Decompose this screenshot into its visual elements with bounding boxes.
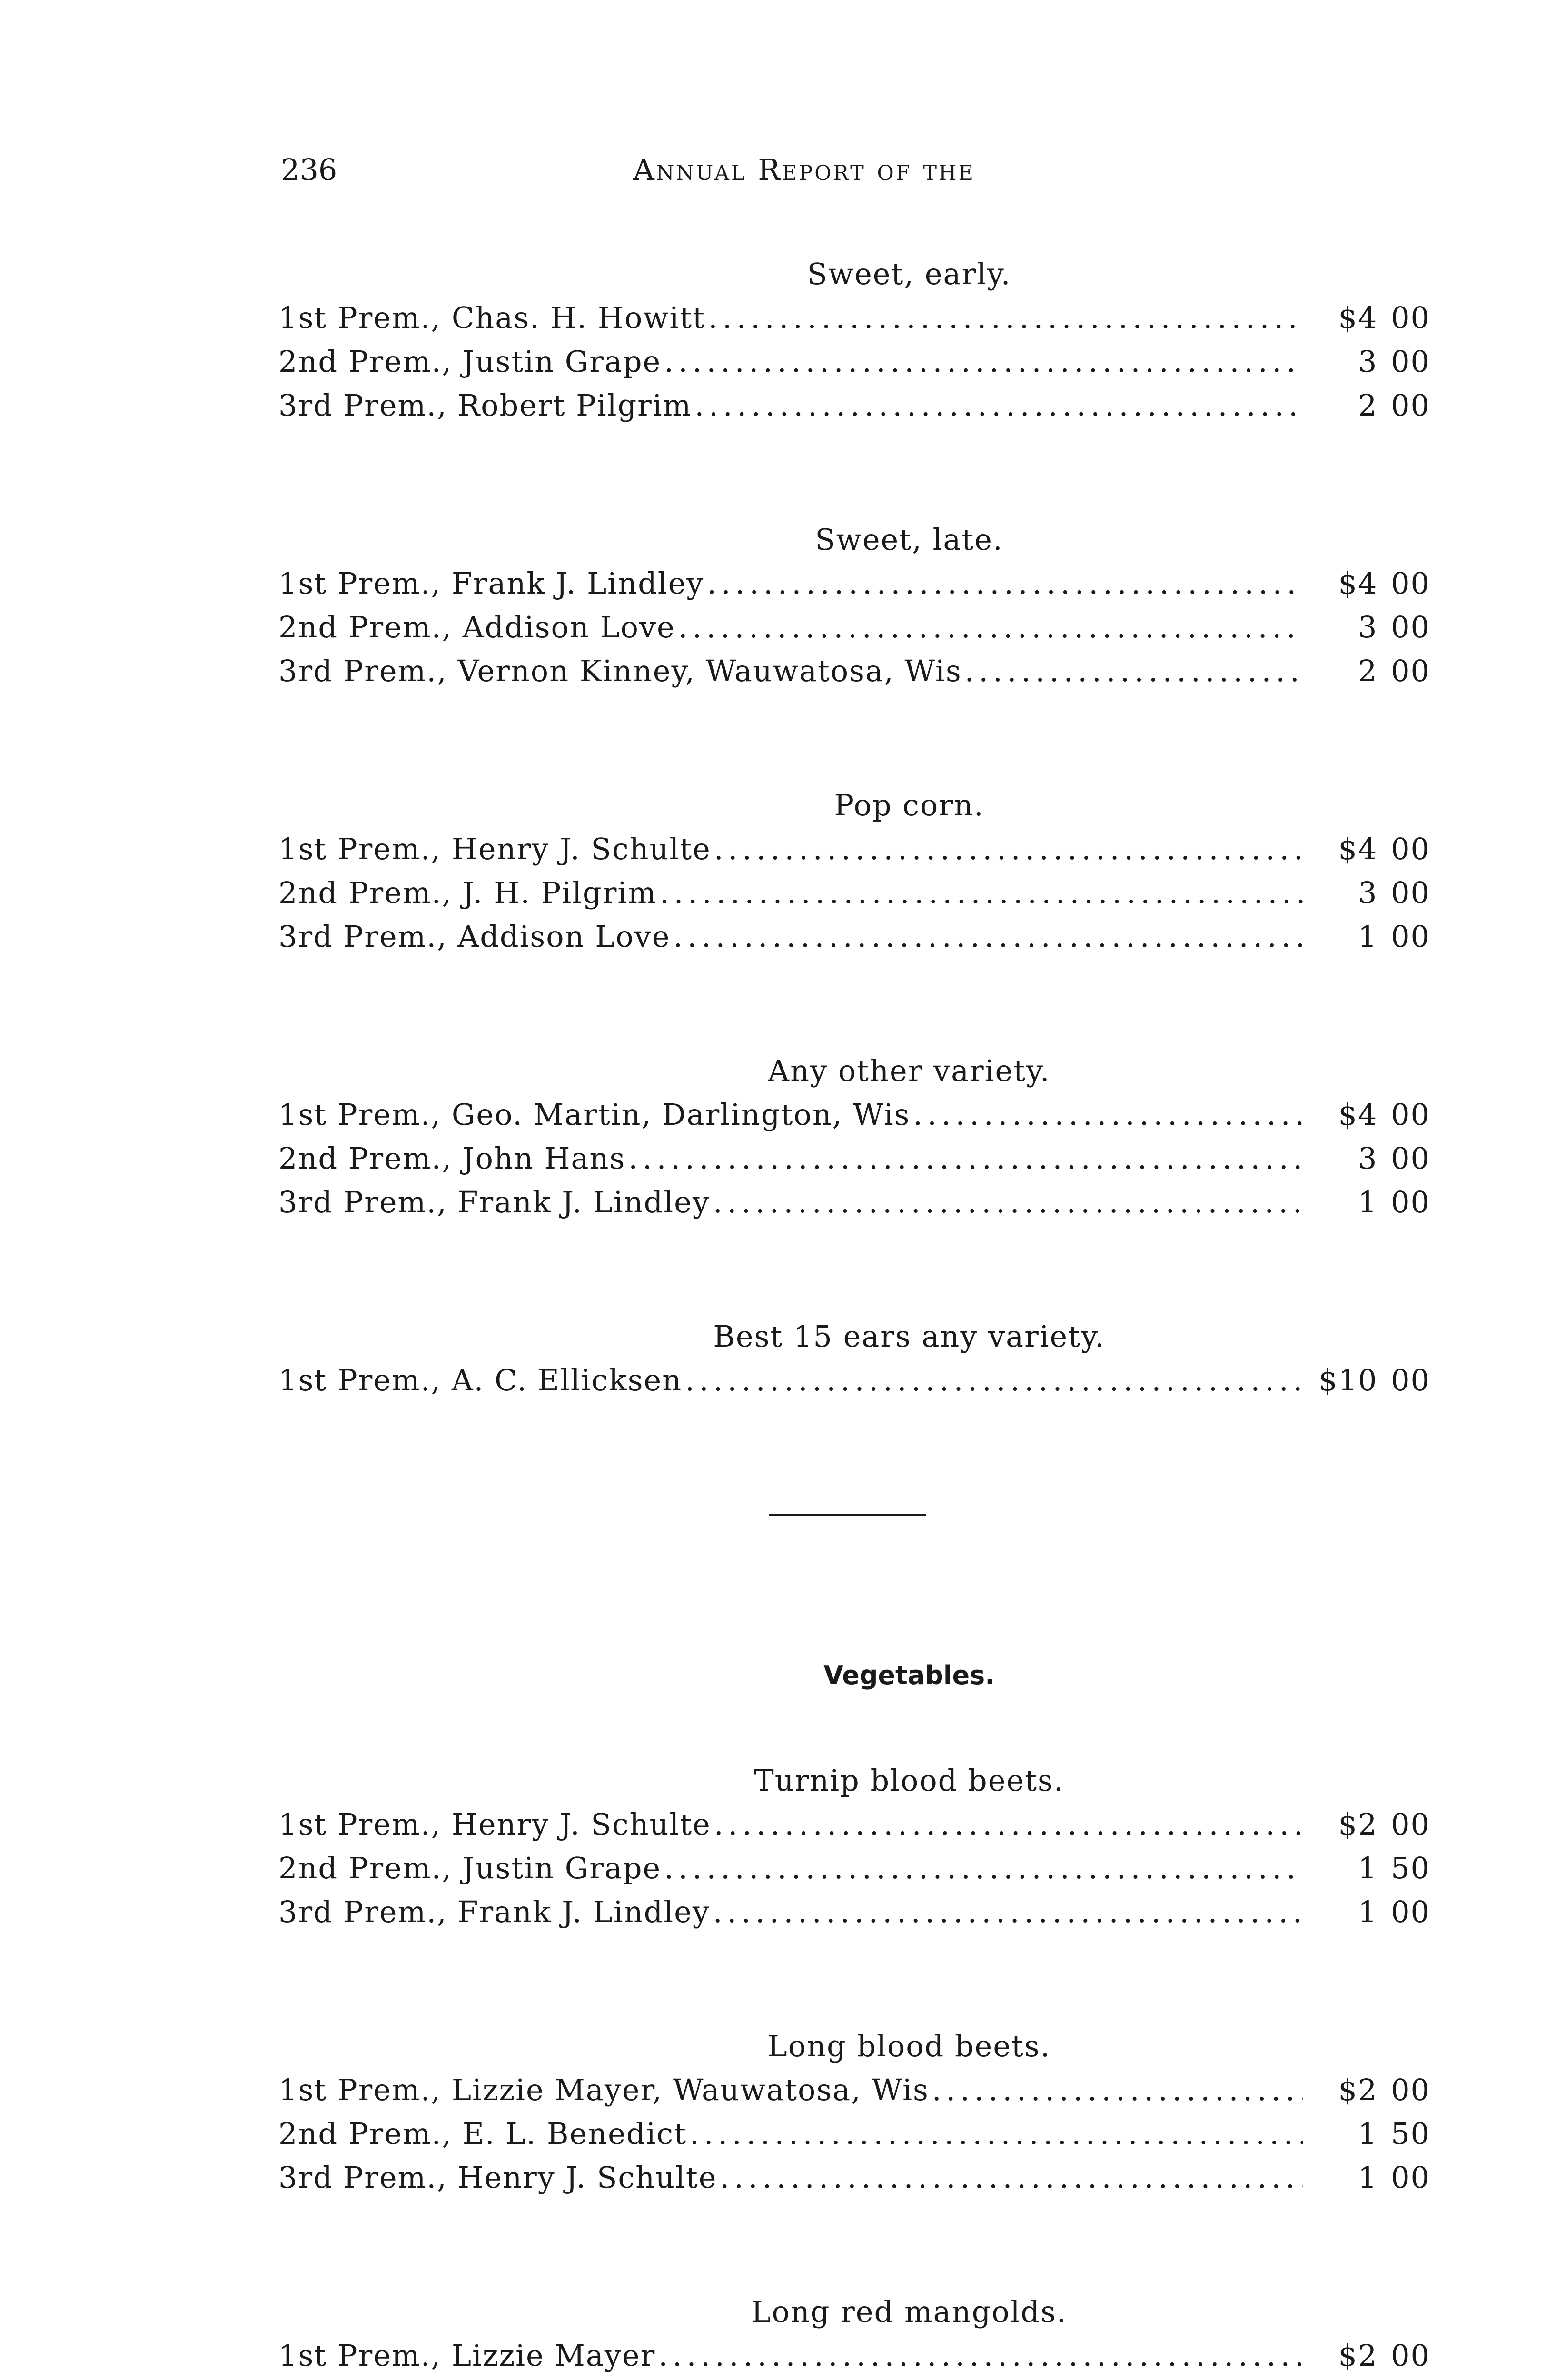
winner-name: 1st Prem., Chas. H. Howitt bbox=[278, 300, 706, 335]
winner-name: 1st Prem., Henry J. Schulte bbox=[278, 1807, 711, 1842]
premium-group bbox=[278, 252, 1430, 427]
group-spacer bbox=[278, 959, 1430, 1049]
prize-amount: 1 00 bbox=[1358, 1894, 1430, 1929]
premium-entry bbox=[278, 2334, 1430, 2378]
vegetables-premium-list bbox=[278, 1759, 1430, 2380]
winner-name: 2nd Prem., John Hans bbox=[278, 1141, 626, 1176]
prize-amount: 3 00 bbox=[1358, 1141, 1430, 1176]
premium-group bbox=[278, 2290, 1430, 2380]
premium-entry bbox=[278, 2156, 1430, 2200]
dot-leader bbox=[714, 1803, 1303, 1846]
premium-group bbox=[278, 783, 1430, 959]
premium-entry bbox=[278, 562, 1430, 605]
premium-entry bbox=[278, 2068, 1430, 2112]
page-header bbox=[281, 152, 1423, 195]
dot-leader bbox=[664, 340, 1303, 384]
winner-name: 3rd Prem., Frank J. Lindley bbox=[278, 1185, 710, 1220]
winner-name bbox=[278, 2378, 687, 2380]
category-title: Turnip blood beets. bbox=[754, 1763, 1064, 1798]
dot-leader bbox=[678, 605, 1303, 649]
category-title: Best 15 ears any variety. bbox=[713, 1319, 1105, 1354]
winner-name: 2nd Prem., Justin Grape bbox=[278, 1851, 662, 1885]
prize-amount: $4 00 bbox=[1338, 300, 1430, 335]
prize-amount bbox=[1311, 2378, 1430, 2380]
premium-entry bbox=[278, 2112, 1430, 2156]
prize-amount: $4 00 bbox=[1338, 1097, 1430, 1132]
prize-amount: 1 00 bbox=[1358, 2160, 1430, 2195]
prize-amount: 1 50 bbox=[1358, 2116, 1430, 2151]
dot-leader bbox=[690, 2378, 1303, 2380]
winner-name: 3rd Prem., Frank J. Lindley bbox=[278, 1894, 710, 1929]
dot-leader bbox=[714, 827, 1303, 871]
premium-entry bbox=[278, 1890, 1430, 1934]
premium-entry bbox=[278, 871, 1430, 915]
winner-name: 2nd Prem., Justin Grape bbox=[278, 344, 662, 379]
category-title: Any other variety. bbox=[768, 1053, 1050, 1088]
corn-premium-list bbox=[278, 252, 1430, 1402]
winner-name: 2nd Prem., E. L. Benedict bbox=[278, 2116, 687, 2151]
prize-amount: $2 00 bbox=[1338, 1807, 1430, 1842]
winner-name: 2nd Prem., J. H. Pilgrim bbox=[278, 875, 657, 910]
winner-name: 1st Prem., Lizzie Mayer bbox=[278, 2338, 656, 2373]
section-divider bbox=[769, 1514, 926, 1516]
premium-group bbox=[278, 518, 1430, 693]
group-spacer bbox=[278, 693, 1430, 783]
dot-leader bbox=[690, 2112, 1303, 2156]
premium-entry bbox=[278, 2378, 1430, 2380]
page-number: 236 bbox=[281, 152, 337, 187]
winner-name: 3rd Prem., Henry J. Schulte bbox=[278, 2160, 717, 2195]
category-title: Long blood beets. bbox=[767, 2029, 1051, 2063]
premium-entry bbox=[278, 1093, 1430, 1137]
premium-entry bbox=[278, 649, 1430, 693]
premium-entry bbox=[278, 1803, 1430, 1846]
dot-leader bbox=[707, 562, 1303, 605]
spacer bbox=[278, 1697, 1430, 1759]
premium-entry bbox=[278, 915, 1430, 959]
group-spacer bbox=[278, 1224, 1430, 1315]
prize-amount: 1 00 bbox=[1358, 919, 1430, 954]
prize-amount: 1 00 bbox=[1358, 1185, 1430, 1220]
prize-amount: 3 00 bbox=[1358, 344, 1430, 379]
premium-entry bbox=[278, 605, 1430, 649]
dot-leader bbox=[664, 1846, 1303, 1890]
winner-name: 2nd Prem., Addison Love bbox=[278, 610, 675, 645]
premium-entry bbox=[278, 340, 1430, 384]
winner-name: 1st Prem., A. C. Ellicksen bbox=[278, 1363, 683, 1398]
category-title: Sweet, late. bbox=[815, 522, 1003, 557]
prize-amount: $10 00 bbox=[1318, 1363, 1430, 1398]
dot-leader bbox=[685, 1359, 1303, 1402]
dot-leader bbox=[720, 2156, 1303, 2200]
premium-group bbox=[278, 1315, 1430, 1402]
prize-amount: $4 00 bbox=[1338, 566, 1430, 601]
category-title: Long red mangolds. bbox=[751, 2294, 1067, 2329]
category-title: Sweet, early. bbox=[807, 257, 1011, 291]
premium-entry bbox=[278, 1846, 1430, 1890]
running-head: Annual Report of the bbox=[633, 152, 975, 187]
dot-leader bbox=[932, 2068, 1303, 2112]
dot-leader bbox=[694, 384, 1303, 427]
winner-name: 1st Prem., Lizzie Mayer, Wauwatosa, Wis bbox=[278, 2073, 929, 2107]
section-heading-vegetables: Vegetables. bbox=[823, 1660, 995, 1690]
prize-amount: $4 00 bbox=[1338, 832, 1430, 866]
dot-leader bbox=[658, 2334, 1303, 2378]
prize-amount: 2 00 bbox=[1358, 388, 1430, 423]
premium-entry bbox=[278, 1180, 1430, 1224]
premium-group bbox=[278, 1759, 1430, 1934]
winner-name: 3rd Prem., Addison Love bbox=[278, 919, 671, 954]
dot-leader bbox=[713, 1180, 1303, 1224]
winner-name: 3rd Prem., Vernon Kinney, Wauwatosa, Wis bbox=[278, 654, 962, 688]
winner-name: 1st Prem., Geo. Martin, Darlington, Wis bbox=[278, 1097, 911, 1132]
dot-leader bbox=[660, 871, 1303, 915]
prize-amount: 3 00 bbox=[1358, 875, 1430, 910]
category-title: Pop corn. bbox=[834, 788, 984, 823]
prize-amount: 1 50 bbox=[1358, 1851, 1430, 1885]
dot-leader bbox=[673, 915, 1303, 959]
prize-amount: $2 00 bbox=[1338, 2338, 1430, 2373]
premium-group bbox=[278, 2024, 1430, 2200]
dot-leader bbox=[965, 649, 1303, 693]
premium-entry bbox=[278, 384, 1430, 427]
premium-group bbox=[278, 1049, 1430, 1224]
winner-name: 3rd Prem., Robert Pilgrim bbox=[278, 388, 692, 423]
document-body bbox=[278, 252, 1430, 2380]
prize-amount: 3 00 bbox=[1358, 610, 1430, 645]
premium-entry bbox=[278, 296, 1430, 340]
group-spacer bbox=[278, 2200, 1430, 2290]
group-spacer bbox=[278, 427, 1430, 518]
prize-amount: 2 00 bbox=[1358, 654, 1430, 688]
premium-entry bbox=[278, 1137, 1430, 1180]
dot-leader bbox=[628, 1137, 1303, 1180]
dot-leader bbox=[913, 1093, 1303, 1137]
prize-amount: $2 00 bbox=[1338, 2073, 1430, 2107]
premium-entry bbox=[278, 1359, 1430, 1402]
dot-leader bbox=[713, 1890, 1303, 1934]
winner-name: 1st Prem., Frank J. Lindley bbox=[278, 566, 704, 601]
dot-leader bbox=[708, 296, 1303, 340]
winner-name: 1st Prem., Henry J. Schulte bbox=[278, 832, 711, 866]
premium-entry bbox=[278, 827, 1430, 871]
group-spacer bbox=[278, 1934, 1430, 2024]
